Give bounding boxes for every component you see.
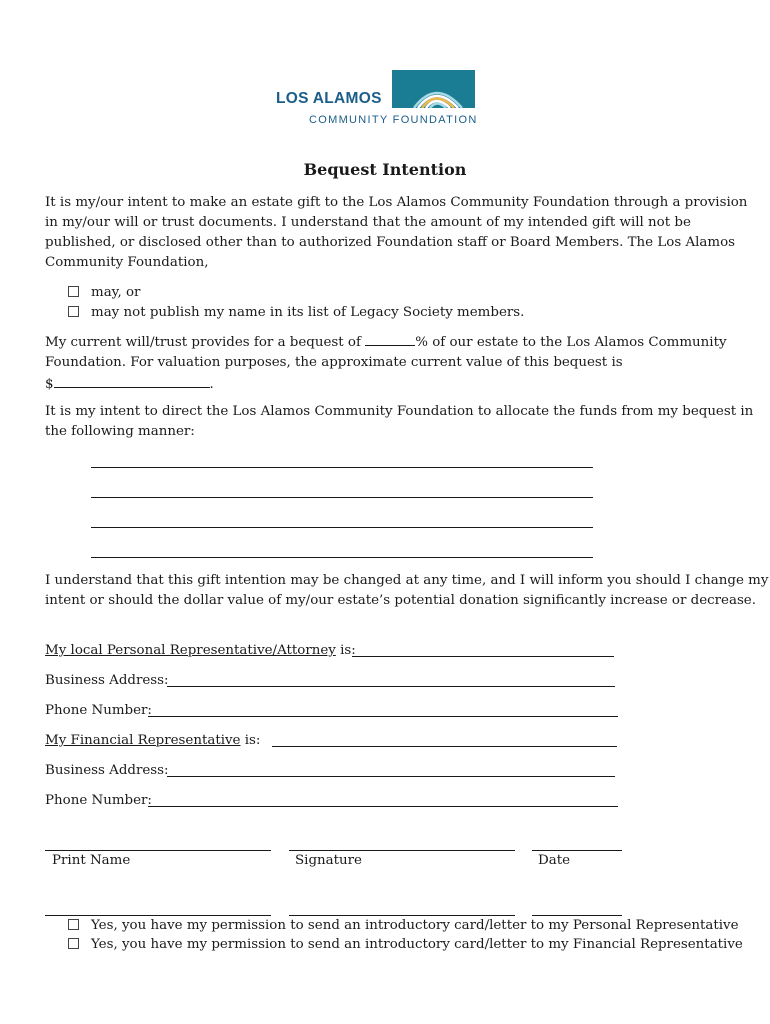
is-label: is:: [340, 643, 356, 658]
phone-number-label: Phone Number:: [45, 703, 152, 718]
allocation-paragraph: [45, 402, 754, 442]
signature-label: Signature: [295, 853, 362, 868]
permission-financial[interactable]: [68, 935, 743, 955]
permission-personal[interactable]: [68, 916, 739, 936]
checkbox[interactable]: [68, 286, 79, 297]
bequest-line-3: [45, 373, 214, 395]
mountain-arcs-icon: [392, 70, 475, 108]
financial-business-address-field[interactable]: [167, 776, 615, 777]
intro-line: It is my/our intent to make an estate gift to the Los Alamos Community Foundation through a provision: [45, 195, 748, 210]
permission-label: Yes, you have my permission to send an introductory card/letter to my Personal Representative: [91, 918, 739, 933]
permission-label: Yes, you have my permission to send an introductory card/letter to my Financial Representative: [91, 937, 743, 952]
financial-rep-text: My Financial Representative: [45, 733, 241, 748]
option-label: may not publish my name in its list of Legacy Society members.: [91, 305, 525, 320]
personal-rep-label: [45, 641, 356, 661]
financial-phone-field[interactable]: [148, 806, 618, 807]
notice-line: I understand that this gift intention may be changed at any time, and I will inform you should I change my: [45, 573, 769, 588]
is-label: is:: [244, 733, 261, 748]
logo-name: LOS ALAMOS: [276, 90, 382, 107]
period: .: [209, 377, 214, 392]
notice-line: intent or should the dollar value of my/our estate’s potential donation significantly increase or decrease.: [45, 593, 756, 608]
percent-field[interactable]: [365, 345, 415, 346]
option-label: may, or: [91, 285, 141, 300]
allocation-line: the following manner:: [45, 424, 195, 439]
intro-line: Community Foundation,: [45, 255, 209, 270]
personal-rep-field[interactable]: [352, 656, 614, 657]
checkbox[interactable]: [68, 938, 79, 949]
option-may-not[interactable]: [68, 303, 524, 323]
checkbox[interactable]: [68, 306, 79, 317]
business-address-label: Business Address:: [45, 673, 169, 688]
allocation-line: It is my intent to direct the Los Alamos Community Foundation to allocate the funds from my bequest in: [45, 404, 754, 419]
phone-number-label: Phone Number:: [45, 793, 152, 808]
checkbox[interactable]: [68, 919, 79, 930]
option-may[interactable]: [68, 283, 140, 303]
print-name-label: Print Name: [52, 853, 131, 868]
allocation-field[interactable]: [91, 467, 593, 468]
intro-paragraph: [45, 193, 748, 273]
change-notice: [45, 571, 769, 611]
date-label: Date: [538, 853, 571, 868]
personal-phone-field[interactable]: [148, 716, 618, 717]
financial-rep-label: [45, 731, 260, 751]
dollar-sign: $: [45, 377, 54, 392]
bequest-text: My current will/trust provides for a bequest of: [45, 335, 361, 350]
page-title: Bequest Intention: [303, 160, 467, 179]
allocation-field[interactable]: [91, 557, 593, 558]
logo-mark: [392, 70, 475, 108]
allocation-field[interactable]: [91, 527, 593, 528]
bequest-value-field[interactable]: [54, 373, 210, 388]
intro-line: published, or disclosed other than to authorized Foundation staff or Board Members. The Los Alamos: [45, 235, 736, 250]
personal-business-address-field[interactable]: [167, 686, 615, 687]
allocation-field[interactable]: [91, 497, 593, 498]
bequest-line-2: Foundation. For valuation purposes, the approximate current value of this bequest is: [45, 355, 623, 370]
bequest-line-1: [45, 333, 727, 353]
financial-rep-field[interactable]: [272, 746, 617, 747]
logo-subtitle: COMMUNITY FOUNDATION: [309, 114, 478, 126]
business-address-label: Business Address:: [45, 763, 169, 778]
personal-rep-text: My local Personal Representative/Attorney: [45, 643, 336, 658]
intro-line: in my/our will or trust documents. I understand that the amount of my intended gift will not be: [45, 215, 691, 230]
bequest-text: % of our estate to the Los Alamos Community: [415, 335, 727, 350]
